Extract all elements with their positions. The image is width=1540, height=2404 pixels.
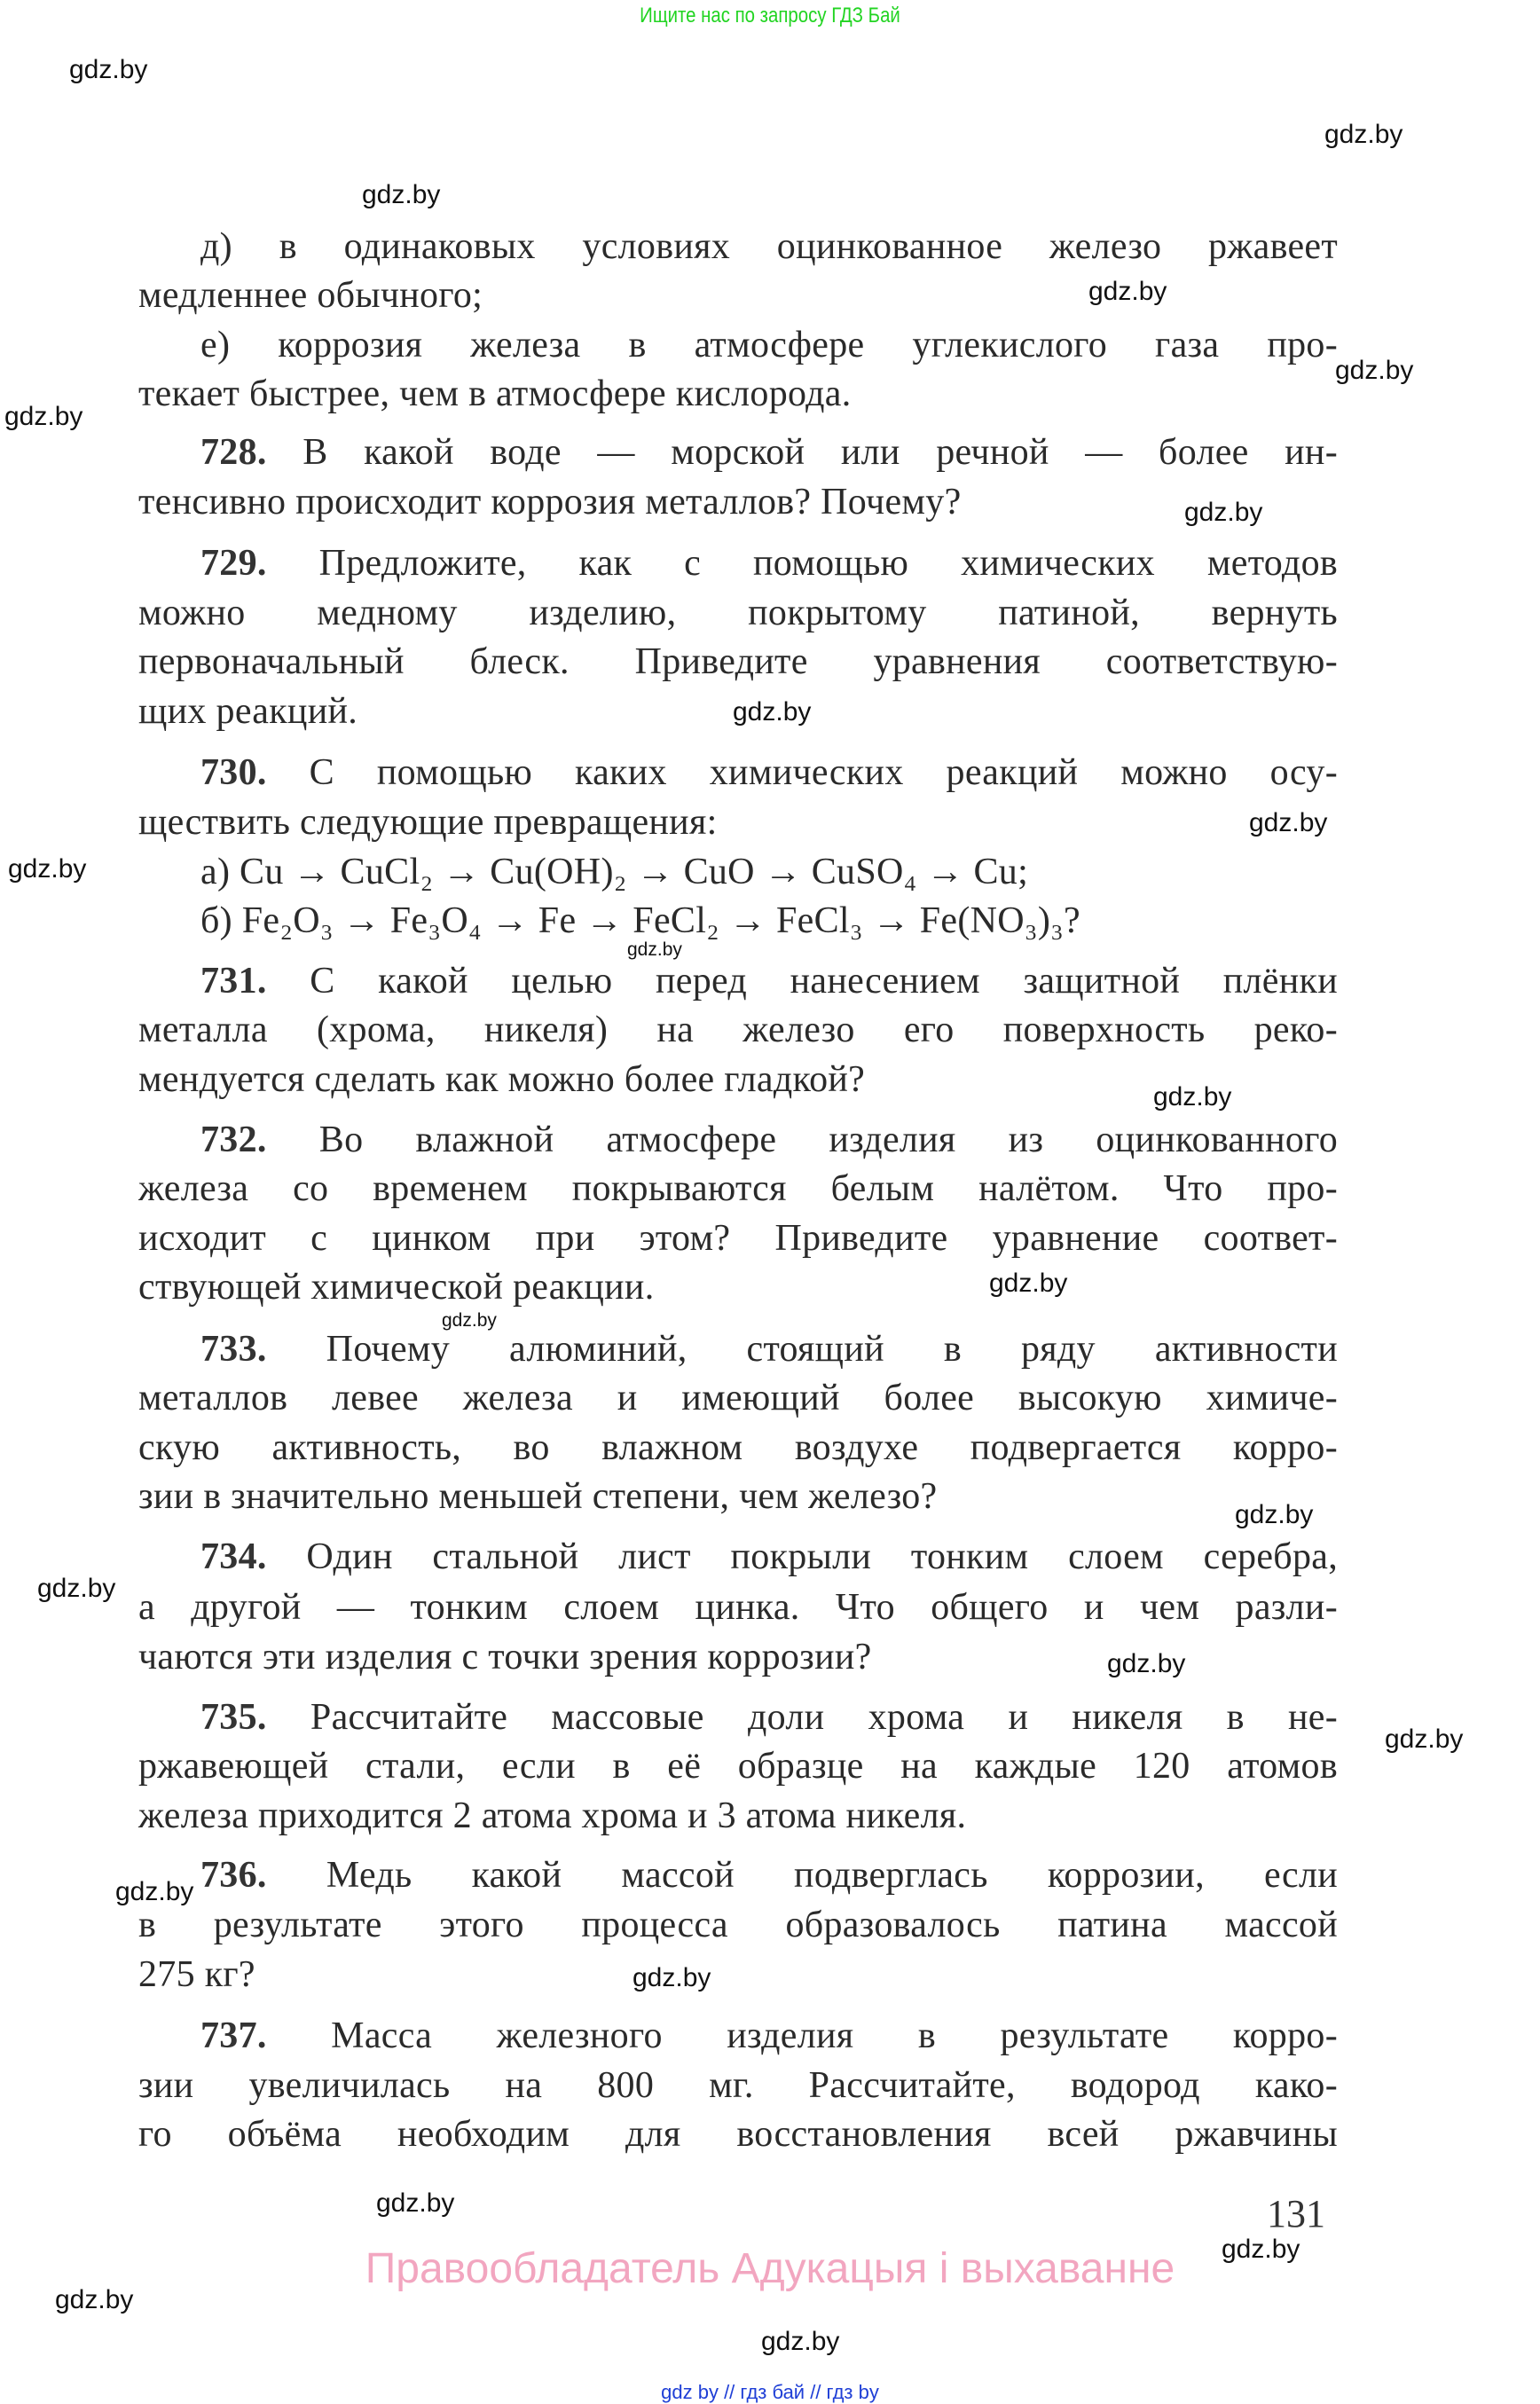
watermark: gdz.by [733,697,812,727]
watermark: gdz.by [4,402,83,431]
exercise-line [138,1532,1338,1582]
watermark: gdz.by [8,854,87,884]
watermark: gdz.by [37,1574,116,1603]
exercise-line [138,1850,1338,1900]
line-text: мендуется сделать как можно более гладкой? [138,1059,866,1100]
watermark: gdz.by [1107,1649,1186,1678]
watermark: gdz.by [376,2188,455,2218]
text-line [138,1005,1338,1055]
line-text: 275 кг? [138,1954,255,1995]
line-text: Во влажной атмосфере изделия из оцинкованного [266,1120,1338,1160]
line-text: Медь какой массой подверглась коррозии, если [266,1855,1338,1896]
line-text: С помощью каких химических реакций можно осу- [266,752,1338,793]
line-text: ществить следующие превращения: [138,802,718,843]
text-line [138,2061,1338,2110]
watermark: gdz.by [442,1310,497,1331]
line-text: зии увеличилась на 800 мг. Рассчитайте, водород како- [138,2065,1338,2106]
exercise-line [138,428,1338,477]
text-line [138,1791,1338,1841]
line-text: можно медному изделию, покрытому патиной, вернуть [138,593,1338,633]
line-text: чаются эти изделия с точки зрения коррозии? [138,1637,872,1677]
line-text: тенсивно происходит коррозия металлов? Почему? [138,482,962,522]
line-text: д) в одинаковых условиях оцинкованное железо ржавеет [200,226,1338,267]
exercise-line [138,1115,1338,1165]
exercise-number: 733. [200,1329,267,1370]
line-text: Предложите, как с помощью химических методов [266,543,1338,584]
watermark: gdz.by [362,180,441,209]
exercise-line [138,748,1338,797]
line-text: С какой целью перед нанесением защитной плёнки [266,961,1338,1002]
watermark: gdz.by [1235,1500,1314,1529]
exercise-line [138,1693,1338,1742]
line-text: медленнее обычного; [138,275,483,316]
watermark: gdz.by [761,2327,840,2356]
rights-holder-stamp: Правообладатель Адукацыя і выхаванне [365,2245,1175,2292]
line-text: а) Cu → CuCl₂ → Cu(OH)₂ → CuO → CuSO₄ → Cu; [200,852,1029,892]
exercise-line [138,956,1338,1006]
watermark: gdz.by [55,2285,134,2314]
exercise-number: 737. [200,2015,267,2056]
line-text: текает быстрее, чем в атмосфере кислорода. [138,373,852,414]
line-text: В какой воде — морской или речной — более ин- [266,432,1338,473]
text-line [138,797,1338,847]
text-line [138,320,1338,370]
line-text: исходит с цинком при этом? Приведите уравнение соответ- [138,1218,1338,1259]
watermark: gdz.by [989,1269,1068,1298]
exercise-line [138,2011,1338,2061]
exercise-number: 731. [200,961,267,1002]
line-text: в результате этого процесса образовалось патина массой [138,1905,1338,1945]
exercise-number: 730. [200,752,267,793]
text-line [138,2109,1338,2159]
watermark: gdz.by [1249,808,1328,837]
line-text: металлов левее железа и имеющий более высокую химиче- [138,1378,1338,1418]
watermark: gdz.by [1222,2235,1300,2264]
exercise-number: 736. [200,1855,267,1896]
text-line [138,1950,1338,1999]
text-line [138,477,1338,527]
line-text: Масса железного изделия в результате корро- [266,2015,1338,2056]
watermark: gdz.by [1184,498,1263,527]
watermark: gdz.by [1385,1724,1464,1754]
line-text: щих реакций. [138,691,358,732]
watermark: gdz.by [1324,120,1403,149]
text-line [138,588,1338,638]
line-text: зии в значительно меньшей степени, чем железо? [138,1476,938,1517]
footer-links[interactable]: gdz by // гдз бай // гдз by [661,2381,879,2403]
watermark: gdz.by [632,1963,711,1992]
line-text: б) Fe₂O₃ → Fe₃O₄ → Fe → FeCl₂ → FeCl₃ → Fe(NO₃)₃? [200,900,1080,941]
line-text: первоначальный блеск. Приведите уравнения соответствую- [138,641,1338,682]
watermark: gdz.by [1153,1082,1232,1112]
text-line [138,896,1338,946]
line-text: Почему алюминий, стоящий в ряду активности [266,1329,1338,1370]
text-line [138,222,1338,271]
line-text: металла (хрома, никеля) на железо его поверхность реко- [138,1010,1338,1050]
line-text: Один стальной лист покрыли тонким слоем серебра, [266,1536,1338,1577]
line-text: ржавеющей стали, если в её образце на каждые 120 атомов [138,1746,1338,1787]
text-line [138,1583,1338,1632]
line-text: е) коррозия железа в атмосфере углекислого газа про- [200,325,1338,365]
watermark: gdz.by [1088,277,1167,306]
exercise-line [138,1324,1338,1374]
text-line [138,1472,1338,1521]
page-number: 131 [1267,2192,1325,2235]
line-text: железа со временем покрываются белым налётом. Что про- [138,1168,1338,1209]
line-text: скую активность, во влажном воздухе подвергается корро- [138,1427,1338,1468]
line-text: го объёма необходим для восстановления всей ржавчины [138,2114,1338,2155]
watermark: gdz.by [627,939,682,960]
exercise-number: 729. [200,543,267,584]
text-line [138,1741,1338,1791]
text-line [138,1262,1338,1312]
text-line [138,847,1338,897]
exercise-number: 734. [200,1536,267,1577]
text-line [138,1423,1338,1473]
exercise-line [138,538,1338,588]
exercise-number: 735. [200,1697,267,1738]
text-line [138,1214,1338,1263]
watermark: gdz.by [69,55,148,84]
watermark: gdz.by [115,1877,194,1906]
line-text: ствующей химической реакции. [138,1267,655,1308]
line-text: а другой — тонким слоем цинка. Что общего и чем разли- [138,1587,1338,1628]
text-line [138,369,1338,419]
watermark: gdz.by [1335,356,1414,385]
text-line [138,637,1338,687]
text-line [138,1373,1338,1423]
header-note: Ищите нас по запросу ГДЗ Бай [640,4,900,27]
line-text: Рассчитайте массовые доли хрома и никеля в не- [266,1697,1338,1738]
text-line [138,1900,1338,1950]
exercise-number: 728. [200,432,267,473]
text-line [138,1164,1338,1214]
line-text: железа приходится 2 атома хрома и 3 атома никеля. [138,1795,967,1836]
exercise-number: 732. [200,1120,267,1160]
